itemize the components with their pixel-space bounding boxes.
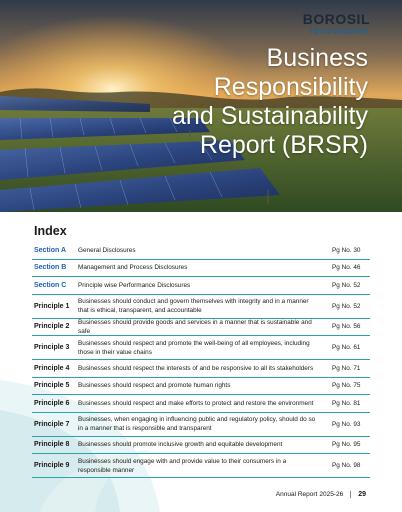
index-section-label: Principle 9 [34, 462, 70, 469]
index-section-label: Section A [34, 246, 67, 254]
index-description: Businesses should conduct and govern themselves with integrity and in a manner that is ethical, transparent, and accountable [78, 298, 309, 314]
footer-page-number: 29 [350, 491, 366, 498]
index-row[interactable] [32, 295, 370, 319]
index-page-ref: Pg No. 75 [332, 382, 361, 390]
index-description: Businesses should engage with and provide value to their consumers in a responsible manner [78, 457, 287, 474]
brand-logo [303, 12, 370, 37]
report-title [88, 44, 368, 160]
index-row[interactable] [32, 395, 370, 413]
index-section-label: Principle 4 [34, 364, 70, 372]
report-title-line: Report (BRSR) [199, 131, 368, 159]
index-section-label: Principle 6 [34, 399, 70, 407]
index-row[interactable] [32, 260, 370, 278]
index-description: Businesses should respect and promote the well-being of all employees, including those in their value chains [78, 339, 310, 356]
index-heading: Index [34, 224, 67, 238]
index-page-ref: Pg No. 81 [332, 399, 361, 407]
index-row[interactable] [32, 360, 370, 378]
index-section-label: Principle 1 [34, 302, 70, 310]
index-section-label: Principle 8 [34, 441, 70, 449]
index-section-label: Section B [34, 264, 67, 272]
index-row[interactable] [32, 413, 370, 437]
index-row[interactable] [32, 378, 370, 396]
index-row[interactable] [32, 454, 370, 478]
index-page-ref: Pg No. 46 [332, 264, 361, 272]
brand-name: BOROSIL [302, 11, 370, 27]
index-page-ref: Pg No. 52 [332, 302, 361, 310]
index-row[interactable] [32, 242, 370, 260]
index-description: Management and Process Disclosures [78, 264, 188, 272]
index-description: Businesses should provide goods and services in a manner that is sustainable and safe [78, 318, 312, 335]
index-description: Businesses, when engaging in influencing public and regulatory policy, should do so in a manner that is responsible and transparent [78, 416, 316, 432]
footer-year: 2025-26 [319, 491, 344, 498]
report-title-line: Business [266, 44, 368, 72]
index-page-ref: Pg No. 71 [332, 364, 361, 372]
index-page-ref: Pg No. 56 [332, 323, 361, 331]
index-page-ref: Pg No. 61 [332, 344, 361, 351]
index-section-label: Section C [34, 281, 67, 289]
index-description: Principle wise Performance Disclosures [78, 281, 191, 289]
index-page-ref: Pg No. 98 [332, 462, 361, 469]
index-row[interactable] [32, 277, 370, 295]
report-title-line: and Sustainability [172, 102, 368, 130]
report-title-line: Responsibility [213, 73, 368, 101]
index-page-ref: Pg No. 95 [332, 441, 361, 449]
index-page-ref: Pg No. 30 [332, 246, 361, 254]
index-description: Businesses should promote inclusive growth and equitable development [78, 441, 283, 449]
index-page-ref: Pg No. 52 [332, 281, 361, 289]
index-description: Businesses should respect and promote human rights [78, 382, 231, 390]
footer-label: Annual Report [275, 491, 318, 498]
index-section-label: Principle 5 [34, 382, 70, 390]
index-section-label: Principle 7 [34, 420, 70, 428]
index-description: Businesses should respect and make efforts to protect and restore the environment [78, 399, 314, 407]
index-section-label: Principle 3 [34, 344, 70, 351]
index-row[interactable] [32, 336, 370, 360]
index-section-label: Principle 2 [34, 323, 70, 331]
hero-banner [0, 0, 402, 212]
index-description: Businesses should respect the interests of and be responsive to all its stakeholders [78, 364, 314, 372]
index-description: General Disclosures [78, 246, 136, 254]
index-row[interactable] [32, 319, 370, 337]
page-footer [276, 491, 366, 498]
index-row[interactable] [32, 437, 370, 455]
brand-subname: renewables [309, 25, 370, 37]
index-page-ref: Pg No. 93 [332, 420, 361, 428]
index-table [32, 242, 370, 478]
